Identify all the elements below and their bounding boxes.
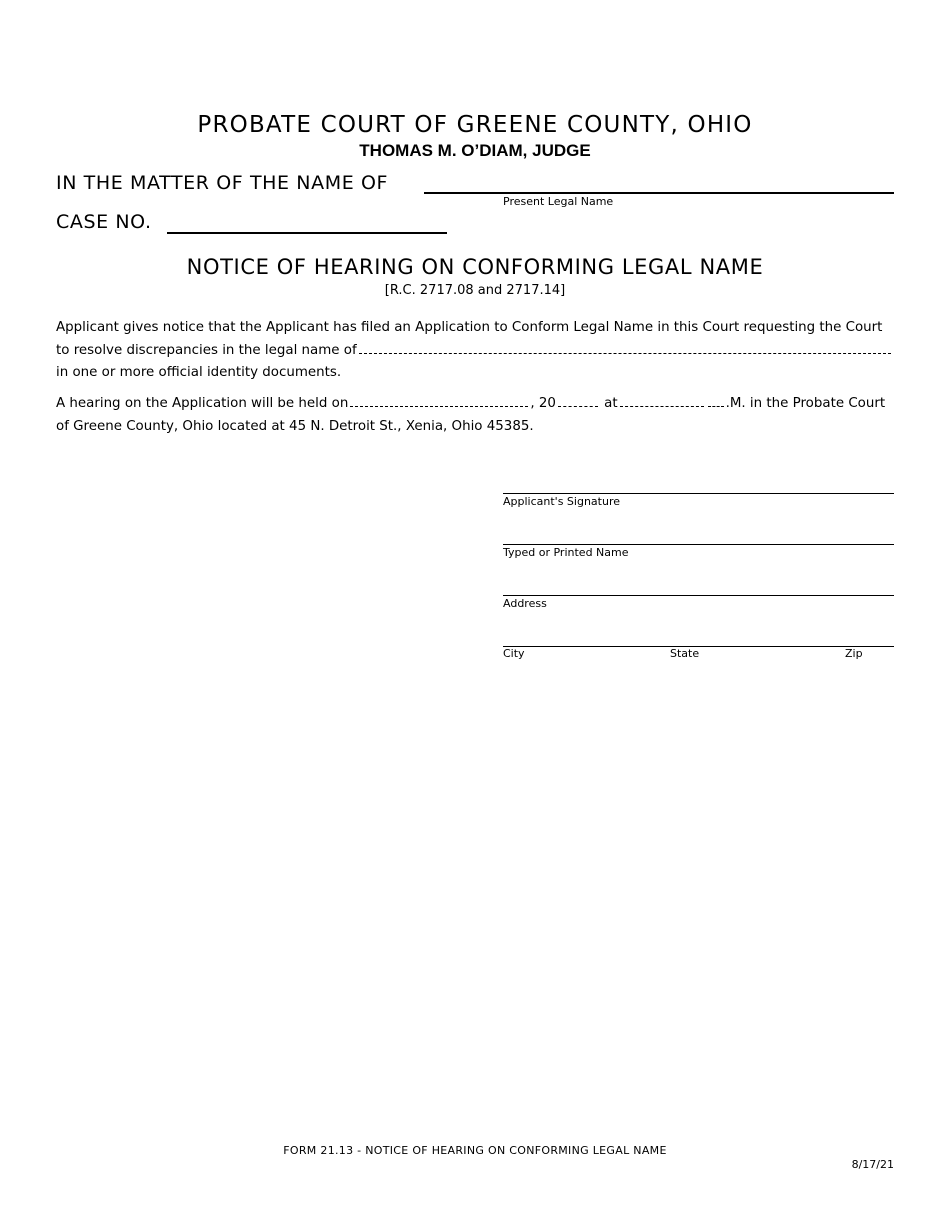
present-legal-name-caption: Present Legal Name	[503, 195, 614, 208]
matter-label: IN THE MATTER OF THE NAME OF	[56, 172, 389, 194]
application-line-3: in one or more official identity documents.	[56, 365, 342, 380]
application-paragraph	[56, 317, 894, 385]
printed-name-field[interactable]	[503, 544, 894, 545]
signature-caption: Applicant's Signature	[503, 495, 620, 508]
case-number-field[interactable]	[167, 232, 447, 234]
hearing-text: A hearing on the Application will be held on	[56, 396, 349, 411]
printed-name-caption: Typed or Printed Name	[503, 546, 629, 559]
court-title: PROBATE COURT OF GREENE COUNTY, OHIO	[197, 112, 753, 138]
application-line-1: Applicant gives notice that the Applicant has filed an Application to Conform Legal Name in this Court requesting the Court	[56, 320, 883, 335]
statute-reference: [R.C. 2717.08 and 2717.14]	[384, 283, 566, 298]
hearing-at-text: at	[604, 396, 618, 411]
hearing-date-field[interactable]	[350, 394, 528, 407]
address-caption: Address	[503, 597, 547, 610]
hearing-paragraph	[56, 393, 894, 438]
footer-form-title: FORM 21.13 - NOTICE OF HEARING ON CONFORMING LEGAL NAME	[283, 1144, 667, 1157]
hearing-line-1	[56, 393, 894, 416]
hearing-line-2: of Greene County, Ohio located at 45 N. Detroit St., Xenia, Ohio 45385.	[56, 418, 534, 434]
judge-name: THOMAS M. O’DIAM, JUDGE	[359, 141, 591, 160]
hearing-year-field[interactable]	[558, 394, 598, 407]
notice-title: NOTICE OF HEARING ON CONFORMING LEGAL NAME	[186, 255, 764, 279]
zip-caption: Zip	[845, 647, 863, 660]
city-caption: City	[503, 647, 525, 660]
hearing-ampm-field[interactable]	[708, 394, 724, 407]
present-legal-name-field[interactable]	[424, 192, 894, 194]
legal-name-field[interactable]	[359, 341, 891, 354]
hearing-year-text: , 20	[530, 396, 556, 411]
state-caption: State	[670, 647, 700, 660]
footer-revision-date: 8/17/21	[851, 1158, 894, 1171]
hearing-suffix-text: .M. in the Probate Court	[725, 396, 886, 411]
signature-field[interactable]	[503, 493, 894, 494]
application-line-2-text: to resolve discrepancies in the legal name of	[56, 342, 357, 358]
address-field[interactable]	[503, 595, 894, 596]
case-number-label: CASE NO.	[56, 211, 152, 233]
application-line-2	[56, 340, 894, 363]
hearing-time-field[interactable]	[620, 394, 704, 407]
